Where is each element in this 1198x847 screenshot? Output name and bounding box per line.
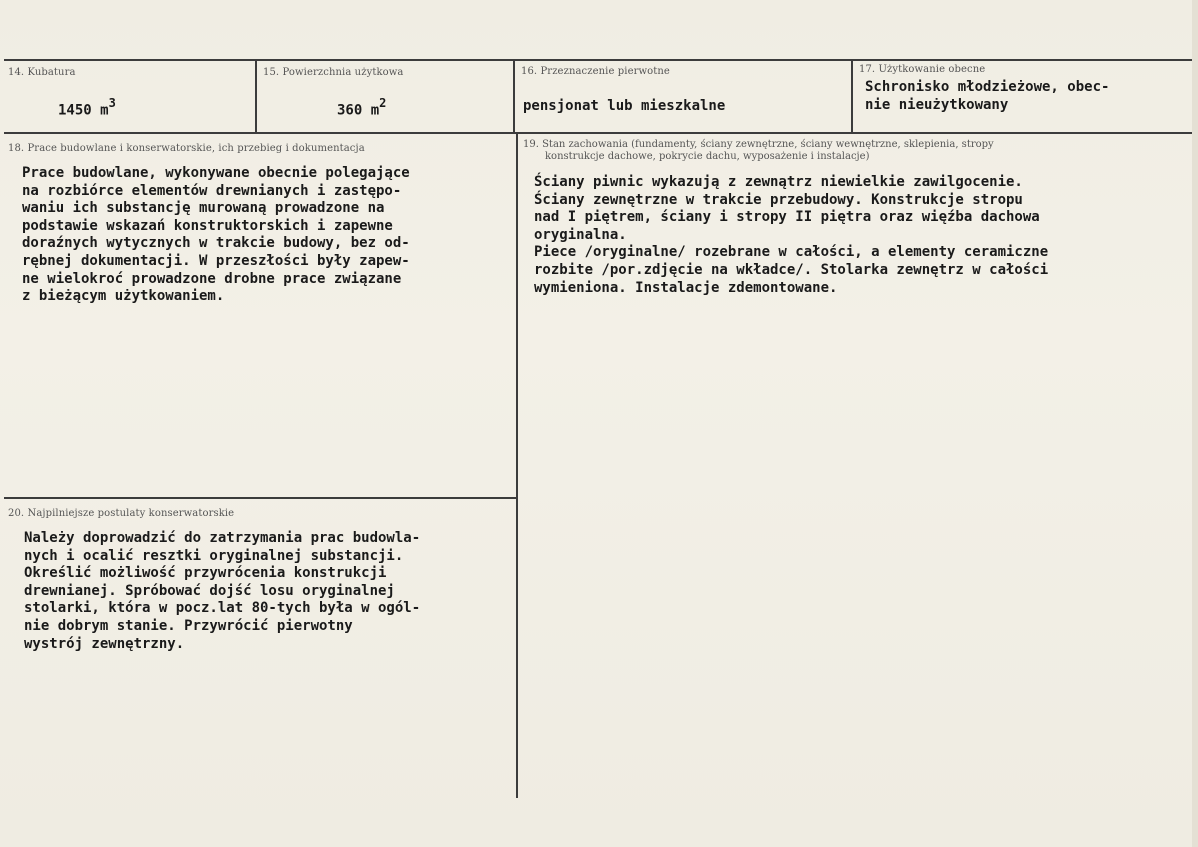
field-19-label-line: 19. Stan zachowania (fundamenty, ściany zewnętrzne, ściany wewnętrzne, sklepienia, stropy: [523, 139, 994, 150]
card-right-edge: [1192, 0, 1198, 847]
field-18-line: podstawie wskazań konstruktorskich i zapewne: [22, 217, 393, 234]
field-18-line: rębnej dokumentacji. W przeszłości były zapew-: [22, 252, 410, 269]
field-15-unit-sup: 2: [379, 96, 387, 110]
field-18-line: waniu ich substancję murowaną prowadzone na: [22, 200, 385, 217]
field-19-line: Ściany zewnętrzne w trakcie przebudowy. Konstrukcje stropu: [534, 191, 1023, 208]
field-20-line: stolarki, która w pocz.lat 80-tych była w ogól-: [24, 600, 421, 617]
field-20-line: wystrój zewnętrzny.: [24, 635, 185, 652]
section20-top-line: [4, 497, 516, 499]
field-18-line: doraźnych wytycznych w trakcie budowy, bez od-: [22, 235, 410, 252]
field-20-line: Określić możliwość przywrócenia konstrukcji: [24, 565, 387, 582]
field-18-label: 18. Prace budowlane i konserwatorskie, ich przebieg i dokumentacja: [8, 143, 365, 154]
field-19-line: oryginalna.: [534, 226, 627, 243]
field-19-label: [523, 139, 994, 163]
field-20-line: drewnianej. Spróbować dojść losu oryginalnej: [24, 582, 395, 599]
field-15-value-text: 360 m: [337, 102, 380, 119]
field-19-line: rozbite /por.zdjęcie na wkładce/. Stolarka zewnętrz w całości: [534, 261, 1049, 278]
field-15-value: [337, 98, 386, 119]
field-17-line: Schronisko młodzieżowe, obec-: [865, 79, 1110, 95]
column-divider-1: [255, 60, 257, 133]
field-19-label-line: konstrukcje dachowe, pokrycie dachu, wyposażenie i instalacje): [545, 151, 870, 162]
field-18-line: na rozbiórce elementów drewnianych i zastępo-: [22, 182, 402, 199]
field-16-value: pensjonat lub mieszkalne: [523, 98, 726, 114]
field-20-text: [24, 530, 420, 653]
field-18-line: z bieżącym użytkowaniem.: [22, 288, 225, 305]
column-divider-3: [851, 60, 853, 133]
field-17-value: [865, 79, 1109, 114]
field-18-line: ne wielokroć prowadzone drobne prace związane: [22, 270, 402, 287]
main-vertical-divider: [516, 133, 518, 798]
field-20-line: nych i ocalić resztki oryginalnej substancji.: [24, 547, 404, 564]
field-14-unit-sup: 3: [108, 96, 116, 110]
field-19-line: wymieniona. Instalacje zdemontowane.: [534, 279, 838, 296]
field-18-line: Prace budowlane, wykonywane obecnie polegające: [22, 165, 410, 181]
field-17-label: 17. Użytkowanie obecne: [859, 64, 986, 75]
field-14-value-text: 1450 m: [58, 102, 109, 119]
field-16-label: 16. Przeznaczenie pierwotne: [521, 66, 670, 77]
field-19-line: nad I piętrem, ściany i stropy II piętra oraz więźba dachowa: [534, 209, 1040, 226]
field-17-line: nie nieużytkowany: [865, 96, 1009, 113]
field-15-label: 15. Powierzchnia użytkowa: [263, 67, 404, 78]
field-14-label: 14. Kubatura: [8, 67, 76, 78]
field-20-label: 20. Najpilniejsze postulaty konserwatorskie: [8, 508, 235, 519]
field-19-line: Piece /oryginalne/ rozebrane w całości, a elementy ceramiczne: [534, 244, 1049, 261]
field-14-value: [58, 98, 116, 119]
field-19-text: [534, 174, 1048, 297]
field-20-line: Należy doprowadzić do zatrzymania prac budowla-: [24, 530, 421, 546]
top-border-line: [4, 59, 1194, 61]
field-18-text: [22, 165, 410, 306]
field-19-line: Ściany piwnic wykazują z zewnątrz niewielkie zawilgocenie.: [534, 174, 1023, 190]
row1-bottom-line: [4, 132, 1194, 134]
field-20-line: nie dobrym stanie. Przywrócić pierwotny: [24, 617, 353, 634]
column-divider-2: [513, 60, 515, 133]
